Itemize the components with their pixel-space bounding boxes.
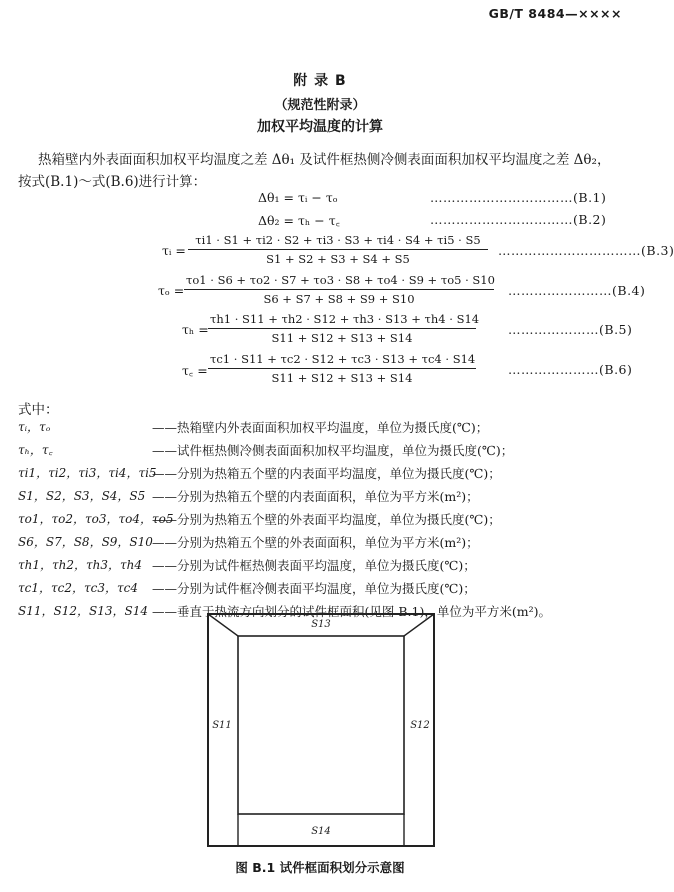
equation-b3-lhs: τᵢ = <box>162 243 186 258</box>
definition-text: ——分别为试件框热侧表面平均温度，单位为摄氏度(℃)； <box>152 558 476 573</box>
equation-b6-tag: …………………(B.6) <box>508 362 633 377</box>
appendix-type: （规范性附录） <box>274 98 366 113</box>
definition-text: ——分别为试件框冷侧表面平均温度，单位为摄氏度(℃)； <box>152 581 476 596</box>
equation-b6-denominator: S11 + S12 + S13 + S14 <box>271 371 413 385</box>
definition-text: ——分别为热箱五个壁的外表面平均温度，单位为摄氏度(℃)； <box>152 512 501 527</box>
equation-b3-numerator: τi1 · S1 + τi2 · S2 + τi3 · S3 + τi4 · S4 + τi5 · S5 <box>188 233 488 250</box>
definition-symbols: S11，S12，S13，S14 <box>18 604 148 618</box>
equation-b4-lhs: τₒ = <box>158 283 185 298</box>
appendix-title: 附 录 B <box>293 73 347 89</box>
equation-b5-fraction <box>208 312 480 345</box>
equation-b4-numerator: τo1 · S6 + τo2 · S7 + τo3 · S8 + τo4 · S9 + τo5 · S10 <box>184 273 494 290</box>
equation-b4-fraction <box>184 273 494 306</box>
definition-text: ——试件框热侧冷侧表面面积加权平均温度，单位为摄氏度(℃)； <box>152 443 514 458</box>
intro-line-2: 按式(B.1)～式(B.6)进行计算： <box>18 174 207 190</box>
label-s11: S11 <box>212 720 232 731</box>
equation-b1: Δθ₁ = τᵢ − τₒ <box>258 190 338 205</box>
equation-b5-lhs: τₕ = <box>182 322 209 337</box>
figure-caption: 图 B.1 试件框面积划分示意图 <box>235 860 405 875</box>
top-right-miter <box>404 614 434 636</box>
definition-symbols: S6，S7，S8，S9，S10 <box>18 535 153 549</box>
equation-b4-tag: ……………………(B.4) <box>508 283 646 298</box>
definition-symbols: τᵢ，τₒ <box>18 420 51 434</box>
inner-opening <box>238 636 404 814</box>
definition-text: ——垂直于热流方向划分的试件框面积(见图 B.1)，单位为平方米(m²)。 <box>152 604 551 619</box>
definition-text: ——分别为热箱五个壁的外表面面积，单位为平方米(m²)； <box>152 535 479 550</box>
equation-b5-numerator: τh1 · S11 + τh2 · S12 + τh3 · S13 + τh4 · S14 <box>208 312 476 329</box>
intro-line-1: 热箱壁内外表面面积加权平均温度之差 Δθ₁ 及试件框热侧冷侧表面面积加权平均温度之差 Δθ₂， <box>38 152 611 168</box>
appendix-subject: 加权平均温度的计算 <box>257 119 383 135</box>
equation-b6-fraction <box>208 352 476 385</box>
definition-symbols: τc1，τc2，τc3，τc4 <box>18 581 138 595</box>
equation-b5-tag: …………………(B.5) <box>508 322 633 337</box>
outer-frame <box>208 614 434 846</box>
equation-b2: Δθ₂ = τₕ − τ꜀ <box>258 213 340 228</box>
definition-symbols: τi1，τi2，τi3，τi4，τi5 <box>18 466 157 480</box>
equation-b3-denominator: S1 + S2 + S3 + S4 + S5 <box>266 252 410 266</box>
standard-number: GB/T 8484—×××× <box>488 6 622 21</box>
definition-symbols: τh1，τh2，τh3，τh4 <box>18 558 143 572</box>
definition-text: ——热箱壁内外表面面积加权平均温度，单位为摄氏度(℃)； <box>152 420 489 435</box>
label-s12: S12 <box>410 720 430 731</box>
definition-symbols: S1，S2，S3，S4，S5 <box>18 489 146 503</box>
equation-b3-fraction <box>188 233 488 266</box>
top-left-miter <box>208 614 238 636</box>
equation-b6-numerator: τc1 · S11 + τc2 · S12 + τc3 · S13 + τc4 · S14 <box>208 352 476 369</box>
equation-b2-tag: ……………………………(B.2) <box>430 212 607 227</box>
definition-text: ——分别为热箱五个壁的内表面面积，单位为平方米(m²)； <box>152 489 479 504</box>
frame-area-diagram <box>200 612 450 852</box>
equation-b4-denominator: S6 + S7 + S8 + S9 + S10 <box>263 292 415 306</box>
definition-symbols: τo1，τo2，τo3，τo4，τo5 <box>18 512 174 526</box>
equation-b5-denominator: S11 + S12 + S13 + S14 <box>271 331 413 345</box>
label-s14: S14 <box>311 826 331 837</box>
equation-b6-lhs: τ꜀ = <box>182 363 208 378</box>
label-s13: S13 <box>311 619 331 630</box>
definition-text: ——分别为热箱五个壁的内表面平均温度，单位为摄氏度(℃)； <box>152 466 501 481</box>
equation-b1-tag: ……………………………(B.1) <box>430 190 607 205</box>
definition-symbols: τₕ，τ꜀ <box>18 443 53 457</box>
equation-b3-tag: ……………………………(B.3) <box>498 243 674 258</box>
where-label: 式中： <box>18 402 59 418</box>
